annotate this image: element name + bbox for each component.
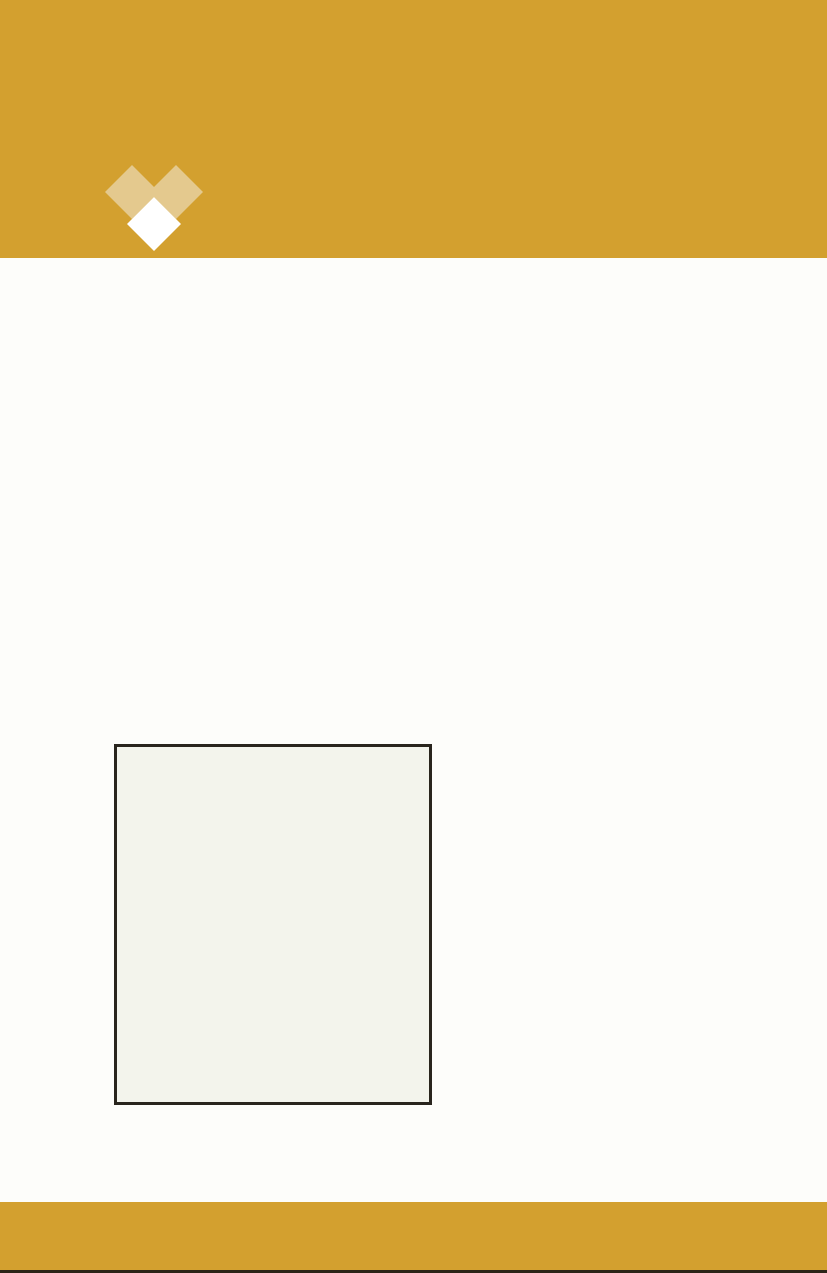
footer-band xyxy=(0,1202,827,1273)
rating-block xyxy=(741,70,751,76)
heart-logo-icon xyxy=(104,162,204,262)
barcode xyxy=(592,1022,818,1187)
quilt-image xyxy=(114,744,432,1105)
